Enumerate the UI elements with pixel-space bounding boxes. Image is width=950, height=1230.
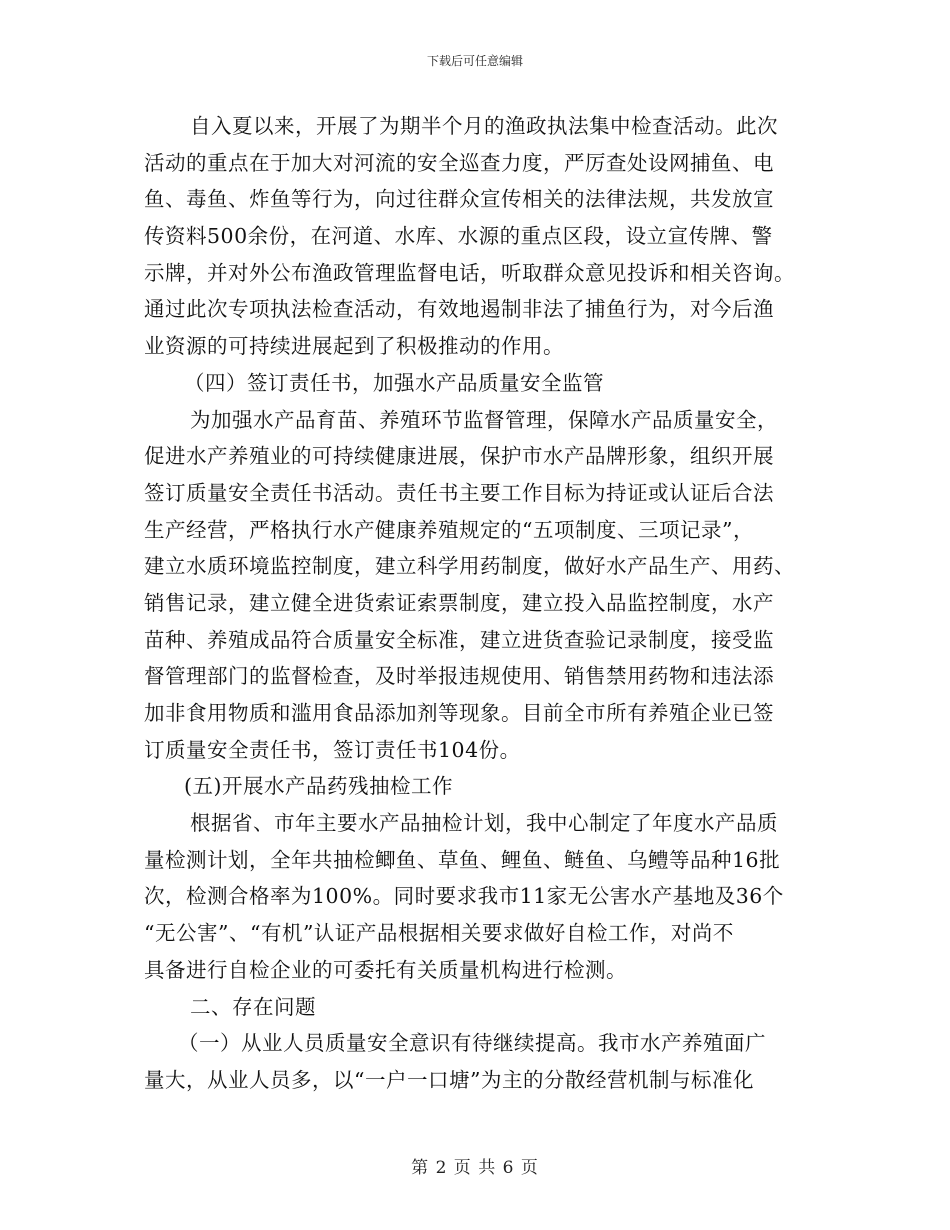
paragraph-line: 订质量安全责任书，签订责任书104份。 xyxy=(144,737,521,762)
paragraph-line: 签订质量安全责任书活动。责任书主要工作目标为持证或认证后合法 xyxy=(144,480,774,505)
paragraph-line: （一）从业人员质量安全意识有待继续提高。我市水产养殖面广 xyxy=(178,1031,766,1056)
paragraph-line: 通过此次专项执法检查活动，有效地遏制非法了捕鱼行为，对今后渔 xyxy=(144,297,774,322)
page-footer: 第 2 页 共 6 页 xyxy=(411,1158,539,1178)
paragraph-line: 加非食用物质和滥用食品添加剂等现象。目前全市所有养殖企业已签 xyxy=(144,701,774,725)
paragraph-line: 次，检测合格率为100%。同时要求我市11家无公害水产基地及36个 xyxy=(144,884,784,909)
paragraph-line: 示牌，并对外公布渔政管理监督电话，听取群众意见投诉和相关咨询。 xyxy=(144,260,795,285)
paragraph-line: 量检测计划，全年共抽检鲫鱼、草鱼、鲤鱼、鲢鱼、乌鳢等品种16批 xyxy=(144,847,781,872)
section-heading: (五)开展水产品药残抽检工作 xyxy=(184,774,453,799)
paragraph-line: 督管理部门的监督检查，及时举报违规使用、销售禁用药物和违法添 xyxy=(144,664,774,689)
paragraph-line: 生产经营，严格执行水产健康养殖规定的“五项制度、三项记录”， xyxy=(144,517,754,542)
document-body xyxy=(144,108,808,1099)
paragraph-line: 传资料500余份，在河道、水库、水源的重点区段，设立宣传牌、警 xyxy=(144,224,773,249)
paragraph-line: 建立水质环境监控制度，建立科学用药制度，做好水产品生产、用药、 xyxy=(144,554,795,579)
paragraph-line: 业资源的可持续进展起到了积极推动的作用。 xyxy=(144,334,564,359)
paragraph-line: 鱼、毒鱼、炸鱼等行为，向过往群众宣传相关的法律法规，共发放宣 xyxy=(144,187,774,212)
paragraph-line: 自入夏以来，开展了为期半个月的渔政执法集中检查活动。此次 xyxy=(190,114,778,138)
paragraph-line: 苗种、养殖成品符合质量安全标准，建立进货查验记录制度，接受监 xyxy=(144,627,774,652)
paragraph-line: 根据省、市年主要水产品抽检计划，我中心制定了年度水产品质 xyxy=(190,811,778,836)
paragraph-line: 量大，从业人员多，以“一户一口塘”为主的分散经营机制与标准化 xyxy=(144,1067,754,1092)
paragraph-line: 促进水产养殖业的可持续健康进展，保护市水产品牌形象，组织开展 xyxy=(144,444,774,469)
paragraph-line: 销售记录，建立健全进货索证索票制度，建立投入品监控制度，水产 xyxy=(144,590,774,615)
section-heading: 二、存在问题 xyxy=(190,994,316,1019)
paragraph-line: 为加强水产品育苗、养殖环节监督管理，保障水产品质量安全， xyxy=(190,407,778,432)
section-heading: （四）签订责任书，加强水产品质量安全监管 xyxy=(184,370,604,395)
page-header: 下载后可任意编辑 xyxy=(426,54,523,68)
paragraph-line: “无公害”、“有机”认证产品根据相关要求做好自检工作，对尚不 xyxy=(144,921,734,946)
paragraph-line: 活动的重点在于加大对河流的安全巡查力度，严厉查处设网捕鱼、电 xyxy=(144,150,774,175)
paragraph-line: 具备进行自检企业的可委托有关质量机构进行检测。 xyxy=(144,957,627,982)
